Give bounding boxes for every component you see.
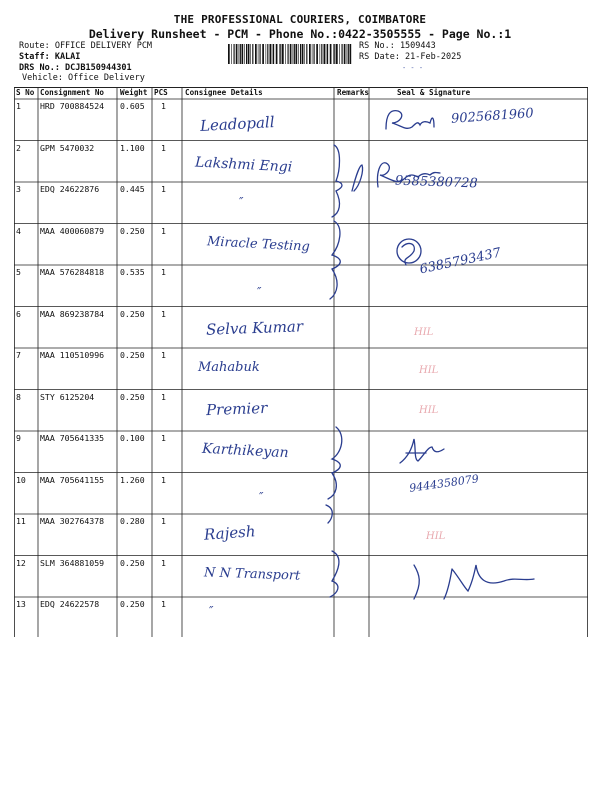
phone-handwriting: 9444358079 bbox=[408, 472, 480, 495]
company-name: THE PROFESSIONAL COURIERS, COIMBATORE bbox=[173, 13, 427, 26]
barcode-bar bbox=[279, 44, 280, 64]
barcode-bar bbox=[339, 44, 340, 64]
row-consignment-no: MAA 400060879 bbox=[40, 225, 105, 236]
red-stamp-mark: HIL bbox=[414, 327, 434, 338]
consignee-handwriting: ″ bbox=[257, 285, 262, 299]
handwritten-signatures bbox=[14, 87, 588, 637]
barcode-bar bbox=[321, 44, 322, 64]
row-weight: 0.250 bbox=[120, 308, 145, 319]
row-pcs: 1 bbox=[161, 391, 166, 402]
row-weight: 0.250 bbox=[120, 599, 145, 609]
barcode-bar bbox=[228, 44, 230, 64]
row-consignment-no: MAA 705641155 bbox=[40, 474, 105, 485]
row-pcs: 1 bbox=[161, 101, 166, 111]
col-header-sno: S No bbox=[16, 88, 35, 97]
barcode-bar bbox=[316, 44, 318, 64]
row-sno: 12 bbox=[16, 557, 26, 568]
row-consignment-no: MAA 869238784 bbox=[40, 308, 105, 319]
col-header-signature: Seal & Signature bbox=[397, 88, 471, 97]
barcode-bar bbox=[306, 44, 307, 64]
row-weight: 0.250 bbox=[120, 391, 145, 402]
col-header-consignee: Consignee Details bbox=[185, 88, 263, 97]
barcode-bar bbox=[312, 44, 313, 64]
barcode-bar bbox=[270, 44, 272, 64]
barcode-bar bbox=[296, 44, 298, 64]
row-weight: 0.280 bbox=[120, 516, 145, 526]
barcode-bar bbox=[236, 44, 238, 64]
rs-date: RS Date: 21-Feb-2025 bbox=[359, 52, 462, 62]
row-weight: 1.100 bbox=[120, 142, 145, 153]
row-pcs: 1 bbox=[161, 599, 166, 609]
barcode-bar bbox=[320, 44, 321, 64]
row-sno: 5 bbox=[16, 267, 21, 277]
col-header-weight: Weight bbox=[120, 88, 148, 97]
row-consignment-no: EDQ 24622876 bbox=[40, 184, 100, 194]
row-pcs: 1 bbox=[161, 225, 166, 236]
row-weight: 0.250 bbox=[120, 350, 145, 360]
rs-number: RS No.: 1509443 bbox=[359, 41, 436, 51]
barcode-bar bbox=[240, 44, 241, 64]
consignee-handwriting: Selva Kumar bbox=[205, 317, 304, 339]
barcode-bar bbox=[344, 44, 346, 64]
row-consignment-no: MAA 705641335 bbox=[40, 433, 105, 443]
barcode-bar bbox=[242, 44, 244, 64]
runsheet-table bbox=[14, 87, 588, 637]
consignee-handwriting: N N Transport bbox=[203, 565, 301, 584]
staff-label: Staff: KALAI bbox=[19, 52, 81, 62]
row-pcs: 1 bbox=[161, 308, 166, 319]
barcode-bar bbox=[327, 44, 328, 64]
consignee-handwriting: ″ bbox=[239, 195, 244, 209]
row-sno: 7 bbox=[16, 350, 21, 360]
row-pcs: 1 bbox=[161, 433, 166, 443]
row-weight: 0.250 bbox=[120, 225, 145, 236]
row-weight: 1.260 bbox=[120, 474, 145, 485]
row-sno: 4 bbox=[16, 225, 21, 236]
barcode-bar bbox=[272, 44, 273, 64]
barcode bbox=[228, 44, 352, 64]
consignee-handwriting: ″ bbox=[209, 604, 214, 618]
col-header-remarks: Remarks bbox=[337, 88, 370, 97]
col-header-pcs: PCS bbox=[154, 88, 168, 97]
barcode-bar bbox=[314, 44, 315, 64]
barcode-bar bbox=[290, 44, 292, 64]
red-stamp-mark: HIL bbox=[426, 531, 446, 542]
barcode-bar bbox=[276, 44, 278, 64]
barcode-bar bbox=[239, 44, 240, 64]
row-sno: 10 bbox=[16, 474, 26, 485]
row-sno: 1 bbox=[16, 101, 21, 111]
row-consignment-no: HRD 700884524 bbox=[40, 101, 105, 111]
consignee-handwriting: ″ bbox=[259, 490, 264, 504]
barcode-bar bbox=[333, 44, 334, 64]
consignee-handwriting: Miracle Testing bbox=[206, 234, 311, 255]
row-sno: 9 bbox=[16, 433, 21, 443]
phone-handwriting: 6385793437 bbox=[418, 245, 503, 278]
row-weight: 0.535 bbox=[120, 267, 145, 277]
barcode-bar bbox=[266, 44, 267, 64]
barcode-bar bbox=[347, 44, 348, 64]
barcode-bar bbox=[309, 44, 311, 64]
consignee-handwriting: Premier bbox=[205, 398, 268, 420]
row-weight: 0.100 bbox=[120, 433, 145, 443]
barcode-bar bbox=[324, 44, 326, 64]
red-stamp-mark: HIL bbox=[419, 405, 439, 416]
row-consignment-no: SLM 364881059 bbox=[40, 557, 105, 568]
barcode-bar bbox=[262, 44, 264, 64]
row-consignment-no: MAA 302764378 bbox=[40, 516, 105, 526]
row-pcs: 1 bbox=[161, 142, 166, 153]
barcode-bar bbox=[326, 44, 327, 64]
runsheet-subtitle: Delivery Runsheet - PCM - Phone No.:0422-3505555 - Page No.:1 bbox=[88, 27, 512, 41]
consignee-handwriting: Rajesh bbox=[203, 522, 257, 544]
row-sno: 3 bbox=[16, 184, 21, 194]
barcode-bar bbox=[255, 44, 257, 64]
barcode-bar bbox=[285, 44, 286, 64]
row-pcs: 1 bbox=[161, 516, 166, 526]
row-consignment-no: GPM 5470032 bbox=[40, 142, 95, 153]
barcode-bar bbox=[302, 44, 304, 64]
row-sno: 2 bbox=[16, 142, 21, 153]
row-sno: 6 bbox=[16, 308, 21, 319]
handwritten-mark: - - - bbox=[402, 64, 424, 72]
barcode-bar bbox=[267, 44, 268, 64]
barcode-bar bbox=[334, 44, 335, 64]
barcode-bar bbox=[298, 44, 299, 64]
row-pcs: 1 bbox=[161, 350, 166, 360]
row-sno: 11 bbox=[16, 516, 26, 526]
route-label: Route: OFFICE DELIVERY PCM bbox=[19, 41, 153, 51]
row-pcs: 1 bbox=[161, 557, 166, 568]
red-stamp-mark: HIL bbox=[419, 365, 439, 376]
barcode-bar bbox=[231, 44, 232, 64]
row-consignment-no: EDQ 24622578 bbox=[40, 599, 100, 609]
barcode-bar bbox=[252, 44, 253, 64]
phone-handwriting: 9025681960 bbox=[450, 106, 535, 127]
col-header-consignment: Consignment No bbox=[40, 88, 105, 97]
row-weight: 0.445 bbox=[120, 184, 145, 194]
row-consignment-no: STY 6125204 bbox=[40, 391, 95, 402]
barcode-bar bbox=[273, 44, 274, 64]
row-sno: 13 bbox=[16, 599, 26, 609]
barcode-bar bbox=[288, 44, 289, 64]
barcode-bar bbox=[248, 44, 250, 64]
row-pcs: 1 bbox=[161, 267, 166, 277]
barcode-bar bbox=[300, 44, 301, 64]
barcode-bar bbox=[282, 44, 284, 64]
barcode-bar bbox=[244, 44, 245, 64]
row-pcs: 1 bbox=[161, 474, 166, 485]
row-weight: 0.605 bbox=[120, 101, 145, 111]
barcode-bar bbox=[280, 44, 281, 64]
row-sno: 8 bbox=[16, 391, 21, 402]
barcode-bar bbox=[342, 44, 343, 64]
vehicle-label: Vehicle: Office Delivery bbox=[22, 73, 145, 83]
barcode-bar bbox=[258, 44, 259, 64]
barcode-bar bbox=[260, 44, 261, 64]
barcode-bar bbox=[234, 44, 235, 64]
barcode-bar bbox=[330, 44, 332, 64]
barcode-bar bbox=[293, 44, 294, 64]
consignee-handwriting: Karthikeyan bbox=[201, 440, 290, 462]
drs-number: DRS No.: DCJB150944301 bbox=[19, 63, 132, 73]
consignee-handwriting: Mahabuk bbox=[198, 360, 260, 375]
barcode-bar bbox=[250, 44, 251, 64]
row-pcs: 1 bbox=[161, 184, 166, 194]
barcode-bar bbox=[294, 44, 295, 64]
barcode-bar bbox=[350, 44, 352, 64]
barcode-bar bbox=[348, 44, 349, 64]
barcode-bar bbox=[336, 44, 338, 64]
phone-handwriting: 9585380728 bbox=[394, 173, 478, 192]
row-consignment-no: MAA 110510996 bbox=[40, 350, 105, 360]
row-consignment-no: MAA 576284818 bbox=[40, 267, 105, 277]
barcode-bar bbox=[304, 44, 305, 64]
barcode-bar bbox=[246, 44, 247, 64]
consignee-handwriting: Leadopall bbox=[199, 113, 275, 135]
row-weight: 0.250 bbox=[120, 557, 145, 568]
consignee-handwriting: Lakshmi Engi bbox=[194, 154, 293, 176]
